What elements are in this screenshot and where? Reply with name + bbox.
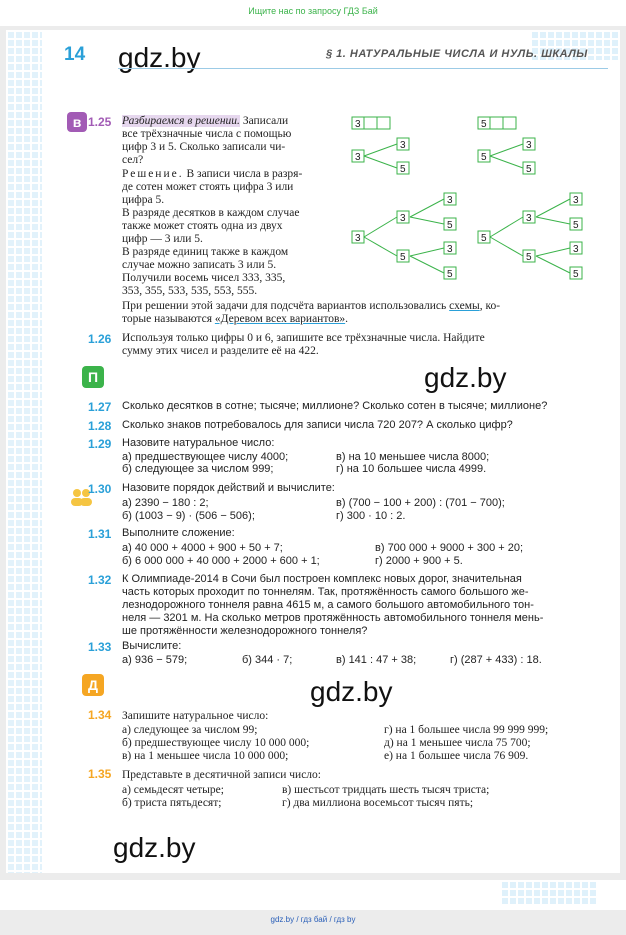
problem-number: 1.25: [88, 115, 112, 129]
problem-number: 1.30: [88, 482, 112, 496]
option-a: а) 936 − 579;: [122, 654, 188, 666]
text-line: лезнодорожного тоннеля равна 4615 м, а самого большого автомобильного тон-: [122, 599, 534, 611]
svg-text:5: 5: [573, 269, 579, 280]
option-g: г) (287 + 433) : 18.: [450, 654, 542, 666]
text-line: В разряде единиц также в каждом: [122, 246, 289, 258]
problem-number: 1.29: [88, 437, 112, 451]
svg-text:5: 5: [447, 269, 453, 280]
option-v: в) (700 − 100 + 200) : (701 − 700);: [336, 497, 505, 509]
problem-1-25-text: [122, 115, 366, 167]
text-line: часть которых проходит по тоннелям. Так, протяжённость самого большого же-: [122, 586, 529, 598]
svg-text:5: 5: [481, 233, 487, 244]
footer-separator: /: [329, 915, 332, 924]
text-line: де сотен может стоять цифра 3 или: [122, 181, 294, 193]
problem-1-25-footnote: [122, 300, 500, 326]
option-g: г) на 1 большее числа 99 999 999;: [384, 724, 549, 736]
option-b: б) предшествующее числу 10 000 000;: [122, 737, 310, 749]
text-line: Используя только цифры 0 и 6, запишите все трёхзначные числа. Найдите: [122, 332, 485, 344]
option-b: б) 6 000 000 + 40 000 + 2000 + 600 + 1;: [122, 555, 320, 567]
problem-1-32-text: [122, 573, 543, 638]
page-number: 14: [64, 44, 86, 65]
svg-text:3: 3: [355, 152, 361, 163]
option-g: г) 300 · 10 : 2.: [336, 510, 406, 522]
svg-text:5: 5: [400, 164, 406, 175]
problem-1-27-text: Сколько десятков в сотне; тысяче; миллионе? Сколько сотен в тысяче; миллионе?: [122, 400, 548, 412]
option-a: а) семьдесят четыре;: [122, 784, 224, 796]
svg-text:5: 5: [481, 119, 487, 130]
text-line: В разряде десятков в каждом случае: [122, 207, 300, 219]
svg-text:3: 3: [355, 233, 361, 244]
text-line: В записи числа в разря-: [186, 168, 303, 180]
option-d: д) на 1 меньшее числа 75 700;: [384, 737, 531, 749]
option-g: г) два миллиона восемьсот тысяч пять;: [282, 797, 474, 809]
svg-text:3: 3: [447, 244, 453, 255]
watermark: gdz.by: [424, 362, 507, 393]
text-line: все трёхзначные числа с помощью: [122, 128, 292, 140]
svg-text:5: 5: [573, 220, 579, 231]
svg-text:5: 5: [526, 252, 532, 263]
problem-number: 1.32: [88, 573, 112, 587]
text-line: , ко-: [479, 300, 501, 312]
svg-text:3: 3: [447, 195, 453, 206]
text-line: неля — 3201 м. На сколько метров протяжённость автомобильного тоннеля мень-: [122, 612, 544, 624]
text-line: случае можно записать 3 или 5.: [122, 259, 277, 271]
term-link: «Деревом всех вариантов»: [214, 313, 346, 325]
problem-title: Разбираемся в решении.: [122, 115, 240, 127]
svg-text:3: 3: [400, 213, 406, 224]
svg-text:5: 5: [447, 220, 453, 231]
problem-1-35-text: Представьте в десятичной записи число:: [122, 769, 321, 781]
option-g: г) на 10 большее числа 4999.: [336, 463, 487, 475]
option-a: а) следующее за числом 99;: [122, 724, 258, 736]
svg-text:3: 3: [526, 140, 532, 151]
badge-p: П: [82, 366, 104, 388]
option-v: в) 700 000 + 9000 + 300 + 20;: [375, 542, 524, 554]
svg-text:5: 5: [481, 152, 487, 163]
svg-text:3: 3: [400, 140, 406, 151]
header-rule: [118, 68, 608, 69]
footer-link[interactable]: гдз бай: [300, 915, 328, 924]
problem-number: 1.31: [88, 527, 112, 541]
problem-number: 1.28: [88, 419, 112, 433]
svg-text:3: 3: [526, 213, 532, 224]
problem-number: 1.26: [88, 332, 112, 346]
option-b: б) триста пятьдесят;: [122, 797, 222, 809]
text-line: Записали: [242, 115, 289, 127]
text-line: .: [345, 313, 349, 325]
option-b: б) (1003 − 9) · (506 − 506);: [122, 510, 255, 522]
text-line: цифр 3 и 5. Сколько записали чи-: [122, 141, 286, 153]
option-b: б) 344 · 7;: [242, 654, 293, 666]
term-link: схемы: [449, 300, 480, 312]
problem-1-28-text: Сколько знаков потребовалось для записи числа 720 207? А сколько цифр?: [122, 419, 513, 431]
solution-text: [122, 168, 366, 298]
text-line: ше протяжённости железнодорожного тоннеля?: [122, 625, 368, 637]
problem-number: 1.33: [88, 640, 112, 654]
problem-1-29-text: Назовите натуральное число:: [122, 437, 275, 449]
solution-label: Решение.: [122, 168, 184, 180]
grid-decoration: [6, 30, 42, 873]
text-line: цифра 5.: [122, 194, 165, 206]
text-line: 353, 355, 533, 535, 553, 555.: [122, 285, 258, 297]
text-line: При решении этой задачи для подсчёта вариантов использовались: [122, 300, 450, 312]
watermark: gdz.by: [118, 42, 201, 73]
option-a: а) 2390 − 180 : 2;: [122, 497, 209, 509]
option-v: в) на 10 меньшее числа 8000;: [336, 451, 490, 463]
svg-text:5: 5: [526, 164, 532, 175]
option-v: в) 141 : 47 + 38;: [336, 654, 417, 666]
text-line: также может стоять одна из двух: [122, 220, 283, 232]
option-a: а) 40 000 + 4000 + 900 + 50 + 7;: [122, 542, 283, 554]
problem-1-34-text: Запишите натуральное число:: [122, 710, 269, 722]
problem-1-26-text: [122, 332, 485, 358]
problem-1-33-text: Вычислите:: [122, 640, 182, 652]
svg-text:5: 5: [400, 252, 406, 263]
problem-1-31-text: Выполните сложение:: [122, 527, 235, 539]
problem-1-30-text: Назовите порядок действий и вычислите:: [122, 482, 335, 494]
option-a: а) предшествующее числу 4000;: [122, 451, 289, 463]
option-v: в) на 1 меньшее числа 10 000 000;: [122, 750, 289, 762]
option-v: в) шестьсот тридцать шесть тысяч триста;: [282, 784, 490, 796]
option-e: е) на 1 большее числа 76 909.: [384, 750, 529, 762]
text-line: цифр — 3 или 5.: [122, 233, 203, 245]
text-line: сел?: [122, 154, 144, 166]
tree-diagram: [340, 110, 610, 290]
svg-text:3: 3: [573, 244, 579, 255]
problem-number: 1.34: [88, 708, 112, 722]
text-line: сумму этих чисел и разделите её на 422.: [122, 345, 319, 357]
watermark: gdz.by: [113, 832, 196, 863]
svg-text:3: 3: [355, 119, 361, 130]
section-header: § 1. НАТУРАЛЬНЫЕ ЧИСЛА И НУЛЬ. ШКАЛЫ: [326, 48, 588, 60]
footer-links: [0, 915, 626, 924]
problem-number: 1.35: [88, 767, 112, 781]
svg-text:3: 3: [573, 195, 579, 206]
option-b: б) следующее за числом 999;: [122, 463, 274, 475]
text-line: торые называются: [122, 313, 215, 325]
grid-decoration: [500, 880, 596, 906]
problem-number: 1.27: [88, 400, 112, 414]
footer-link[interactable]: gdz.by: [270, 915, 295, 924]
option-g: г) 2000 + 900 + 5.: [375, 555, 463, 567]
watermark: gdz.by: [310, 676, 393, 707]
badge-v: в: [67, 112, 87, 132]
text-line: Получили восемь чисел 333, 335,: [122, 272, 286, 284]
footer-link[interactable]: гдз by: [333, 915, 356, 924]
footer-separator: /: [296, 915, 299, 924]
top-search-link[interactable]: Ищите нас по запросу ГДЗ Бай: [248, 6, 378, 16]
badge-d: Д: [82, 674, 104, 696]
text-line: К Олимпиаде-2014 в Сочи был построен комплекс новых дорог, значительная: [122, 573, 522, 585]
